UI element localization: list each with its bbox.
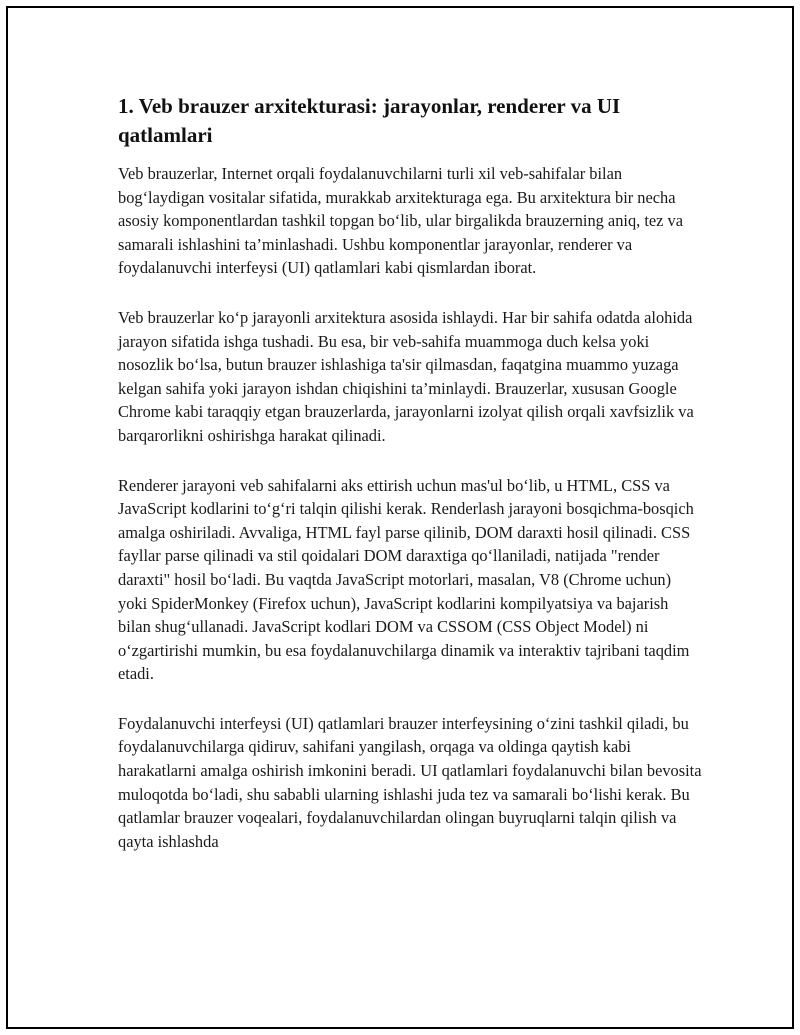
paragraph-processes: Veb brauzerlar ko‘p jarayonli arxitektura asosida ishlaydi. Har bir sahifa odatda alohida jarayon sifatida ishga tushadi. Bu esa, bir veb-sahifa muammoga duch kelsa yoki nosozlik bo‘lsa, butun brauzer ishlashiga ta'sir qilmasdan, faqatgina muammo yuzaga kelgan sahifa yoki jarayon ishdan chiqishini ta’minlaydi. Brauzerlar, xususan Google Chrome kabi taraqqiy etgan brauzerlarda, jarayonlarni izolyat qilish orqali xavfsizlik va barqarorlikni oshirishga harakat qilinadi. bbox=[118, 307, 694, 445]
paragraph-renderer: Renderer jarayoni veb sahifalarni aks ettirish uchun mas'ul bo‘lib, u HTML, CSS va JavaScript kodlarini to‘g‘ri talqin qilishi kerak. Renderlash jarayoni bosqichma-bosqich amalga oshiriladi. Avvaliga, HTML fayl parse qilinib, DOM daraxti hosil qilinadi. CSS fayllar parse qilinadi va stil qoidalari DOM daraxtiga qo‘llaniladi, natijada "render daraxti" hosil bo‘ladi. Bu vaqtda JavaScript motorlari, masalan, V8 (Chrome uchun) yoki SpiderMonkey (Firefox uchun), JavaScript kodlarini kompilyatsiya va bajarish bilan shug‘ullanadi. JavaScript kodlari DOM va CSSOM (CSS Object Model) ni o‘zgartirishi mumkin, bu esa foydalanuvchilarga dinamik va interaktiv tajribani taqdim etadi. bbox=[118, 475, 694, 684]
paragraph-intro: Veb brauzerlar, Internet orqali foydalanuvchilarni turli xil veb-sahifalar bilan bog‘laydigan vositalar sifatida, murakkab arxitekturaga ega. Bu arxitektura bir necha asosiy komponentlardan tashkil topgan bo‘lib, ular birgalikda brauzerning aniq, tez va samarali ishlashini ta’minlashadi. Ushbu komponentlar jarayonlar, renderer va foydalanuvchi interfeysi (UI) qatlamlari kabi qismlardan iborat. bbox=[118, 164, 684, 278]
section-heading: 1. Veb brauzer arxitekturasi: jarayonlar, renderer va UI qatlamlari bbox=[118, 94, 621, 147]
document-body bbox=[118, 92, 704, 879]
paragraph-ui-layers: Foydalanuvchi interfeysi (UI) qatlamlari brauzer interfeysining o‘zini tashkil qiladi, bu foydalanuvchilarga qidiruv, sahifani yangilash, orqaga va oldinga qaytish kabi harakatlarni amalga oshirish imkonini beradi. UI qatlamlari foydalanuvchi bilan bevosita muloqotda bo‘ladi, shu sababli ularning ishlashi juda tez va samarali bo‘lishi kerak. Bu qatlamlar brauzer voqealari, foydalanuvchilardan olingan buyruqlarni talqin qilish va qayta ishlashda bbox=[118, 713, 702, 851]
